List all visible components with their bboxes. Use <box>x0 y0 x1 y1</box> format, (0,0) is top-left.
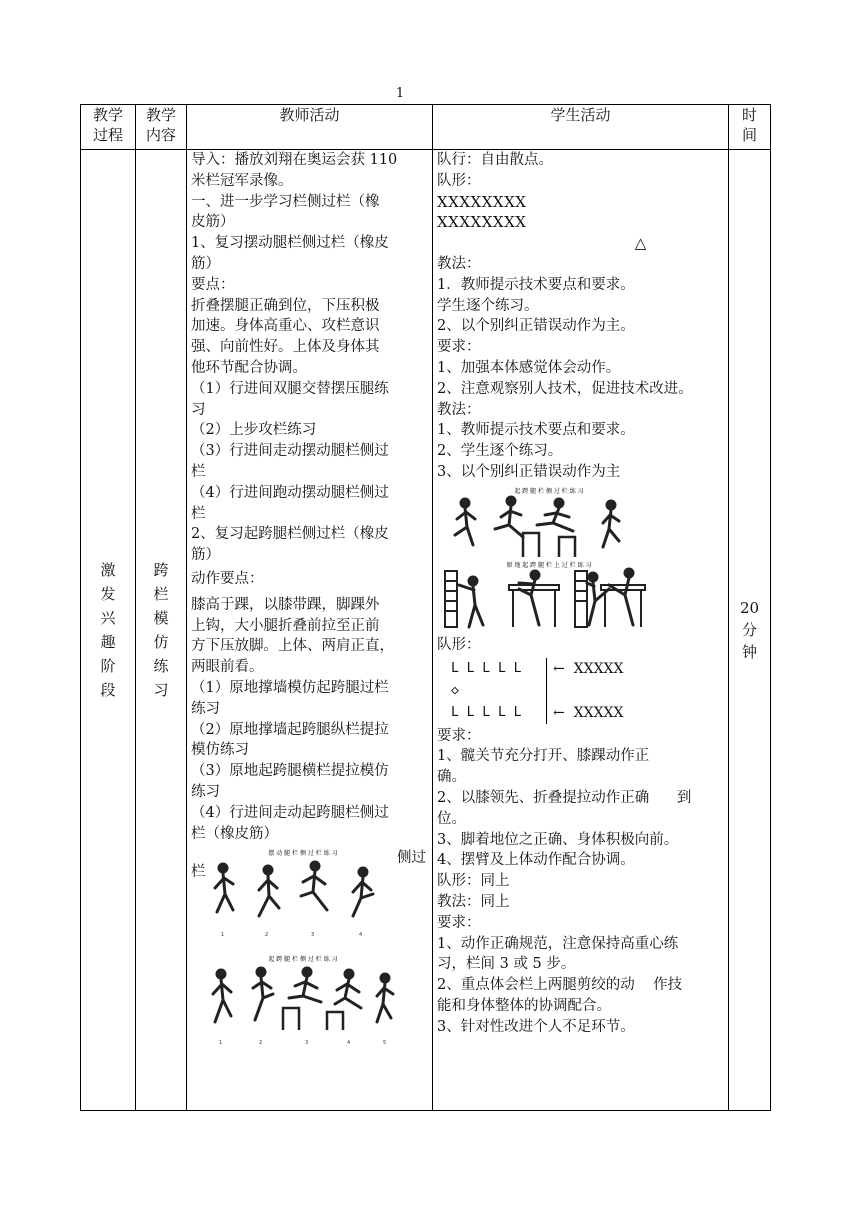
header-content <box>136 105 187 150</box>
lesson-plan-table <box>80 104 771 1111</box>
teacher-text-line: 练习 <box>191 783 220 800</box>
svg-text:2: 2 <box>265 932 269 939</box>
teacher-text-line: （4）行进间跑动摆动腿栏侧过 <box>191 484 389 501</box>
student-text-line: 能和身体整体的协调配合。 <box>437 997 611 1014</box>
teacher-text-line: 2、复习起跨腿栏侧过栏（橡皮 <box>191 526 389 543</box>
content-char: 栏 <box>153 585 169 603</box>
stage-char: 趣 <box>100 633 116 651</box>
teacher-text-line: （1）行进间双腿交替摆压腿练 <box>191 380 389 397</box>
content-char: 练 <box>153 657 169 675</box>
teacher-text-line: 皮筋） <box>191 214 235 231</box>
student-text-line: 要求： <box>437 339 481 356</box>
svg-text:3: 3 <box>311 932 315 939</box>
table-body-row <box>81 150 771 1111</box>
teacher-text-line: 筋） <box>191 255 220 272</box>
stage-char: 激 <box>100 561 116 579</box>
teacher-text-line: （2）原地撑墙起跨腿纵栏提拉 <box>191 721 389 738</box>
fig1-caption: 摆 动 腿 栏 侧 过 栏 练 习 <box>268 850 338 858</box>
teacher-position-triangle: △ <box>634 234 647 253</box>
stage-cell <box>81 150 136 1111</box>
teacher-text-line: 栏 <box>191 505 206 522</box>
student-text-line: 要求： <box>437 914 481 931</box>
formation-x-row: XXXXXXXX <box>437 192 527 211</box>
formation-arrows <box>553 658 623 724</box>
student-text-line: 1．教师提示技术要点和要求。 <box>437 276 635 293</box>
student-text-line: 2、学生逐个练习。 <box>437 443 563 460</box>
stage-char: 兴 <box>100 609 116 627</box>
formation-rows <box>437 658 546 724</box>
student-text-line: 2、以个别纠正错误动作为主。 <box>437 318 635 335</box>
teacher-text-line: 1、复习摆动腿栏侧过栏（橡皮 <box>191 235 389 252</box>
formation-arrow-2: ← XXXXX <box>553 704 624 721</box>
teacher-text-line: 他环节配合协调。 <box>191 359 307 376</box>
student-text-line: 要求： <box>437 727 481 744</box>
student-text-block-1 <box>437 150 724 192</box>
formation-diamond: ◇ <box>451 682 459 698</box>
formation-label: 队形： <box>437 636 481 653</box>
teacher-text-line: 栏 <box>191 463 206 480</box>
teacher-text-line: 导入：播放刘翔在奥运会获 110 <box>191 152 398 168</box>
teacher-text-line: 折叠摆腿正确到位，下压积极 <box>191 297 380 314</box>
content-char: 仿 <box>153 633 169 651</box>
svg-text:1: 1 <box>219 1040 223 1047</box>
svg-text:2: 2 <box>259 1040 263 1047</box>
student-text-line: 3、脚着地位之正确、身体积极向前。 <box>437 831 679 848</box>
header-process-line1: 教学 <box>92 106 123 124</box>
fig-top-caption: 起 跨 腿 栏 侧 过 栏 练 习 <box>514 487 584 495</box>
student-text-line: 确。 <box>437 769 466 786</box>
student-text-line: 3、以个别纠正错误动作为主 <box>437 463 621 480</box>
student-text-line: 队形：同上 <box>437 873 510 890</box>
header-time <box>729 105 771 150</box>
student-text-line: 2、以膝领先、折叠提拉动作正确 到 <box>437 789 692 806</box>
svg-text:5: 5 <box>383 1040 387 1047</box>
student-text-line: 教法： <box>437 255 481 272</box>
header-time-line2: 间 <box>741 126 757 144</box>
header-content-line2: 内容 <box>145 126 176 144</box>
page-number: 1 <box>395 86 405 101</box>
svg-text:3: 3 <box>305 1040 309 1047</box>
formation-diagram <box>437 658 724 724</box>
teacher-text-line: 练习 <box>191 700 220 717</box>
teacher-text-line: （3）原地起跨腿横栏提拉模仿 <box>191 763 389 780</box>
formation-row-1: L L L L L <box>451 660 522 676</box>
student-text-line: 学生逐个练习。 <box>437 297 539 314</box>
teacher-text-line: 加速。身体高重心、攻栏意识 <box>191 318 380 335</box>
student-text-line: 1、加强本体感觉体会动作。 <box>437 359 621 376</box>
teacher-text-line: （4）行进间走动起跨腿栏侧过 <box>191 804 389 821</box>
header-content-line1: 教学 <box>145 106 176 124</box>
svg-text:4: 4 <box>347 1040 351 1047</box>
teacher-text-line: 一、进一步学习栏侧过栏（橡 <box>191 193 380 210</box>
teacher-text-line: 上钩，大小腿折叠前拉至正前 <box>191 617 380 634</box>
student-text-line: 2、重点体会栏上两腿剪绞的动 作技 <box>437 977 683 994</box>
teacher-text-line: （3）行进间走动摆动腿栏侧过 <box>191 443 389 460</box>
content-char: 模 <box>153 609 169 627</box>
fig-bottom-caption: 原 地 起 跨 腿 栏 上 过 栏 练 习 <box>506 561 592 569</box>
teacher-text-line: 方下压放脚。上体、两肩正直， <box>191 638 394 655</box>
formation-row-2: L L L L L <box>451 704 522 720</box>
formation-arrow-spacer <box>553 680 623 702</box>
student-text-line: 1、教师提示技术要点和要求。 <box>437 422 635 439</box>
partial-text-left: 栏 <box>191 864 206 881</box>
teacher-text-line: 强、向前性好。上体及身体其 <box>191 339 380 356</box>
teacher-text-line: （1）原地撑墙模仿起跨腿过栏 <box>191 679 389 696</box>
time-unit-char: 分 <box>741 621 757 639</box>
student-text-line: 2、注意观察别人技术，促进技术改进。 <box>437 380 693 397</box>
teacher-text-line: 筋） <box>191 547 220 564</box>
student-text-line: 1、动作正确规范，注意保持高重心练 <box>437 935 679 952</box>
teacher-text-line: （2）上步攻栏练习 <box>191 422 317 439</box>
teacher-text-line: 模仿练习 <box>191 742 249 759</box>
student-text-line: 3、针对性改进个人不足环节。 <box>437 1018 635 1035</box>
swing-leg-drill-figure <box>203 846 403 946</box>
content-char: 跨 <box>153 561 169 579</box>
teacher-activity-cell <box>187 150 433 1111</box>
student-text-line: 教法：同上 <box>437 893 510 910</box>
student-text-block-3 <box>437 726 724 1038</box>
stage-char: 发 <box>100 585 116 603</box>
time-cell <box>729 150 771 1111</box>
take-off-leg-drill-figure <box>203 952 403 1052</box>
svg-text:1: 1 <box>221 932 225 939</box>
svg-text:4: 4 <box>359 932 363 939</box>
student-text-line: 1、髋关节充分打开、膝踝动作正 <box>437 748 650 765</box>
student-text-line: 习，栏间 3 或 5 步。 <box>437 956 576 973</box>
header-time-line1: 时 <box>741 106 757 124</box>
formation-x-row: XXXXXXXX <box>437 213 527 232</box>
student-text-line: 教法： <box>437 401 481 418</box>
time-unit-char: 钟 <box>741 643 757 661</box>
table-header-row <box>81 105 771 150</box>
fig2-caption: 起 跨 腿 栏 侧 过 栏 练 习 <box>268 956 338 964</box>
teacher-text-block-1 <box>191 150 428 566</box>
header-process-line2: 过程 <box>92 126 123 144</box>
student-text-block-2 <box>437 254 724 483</box>
teacher-text-block-2 <box>191 569 428 590</box>
student-text-line: 4、摆臂及上体动作配合协调。 <box>437 852 635 869</box>
content-cell <box>136 150 187 1111</box>
formation-divider-line <box>546 658 547 724</box>
teacher-text-line: 栏（橡皮筋） <box>191 825 278 842</box>
teacher-text-line: 动作要点： <box>191 570 264 587</box>
student-text-line: 队行：自由散点。 <box>437 152 553 168</box>
teacher-text-block-3 <box>191 595 428 845</box>
student-text-line: 队形： <box>437 172 481 189</box>
teacher-text-line: 两眼前看。 <box>191 659 264 676</box>
header-teacher: 教师活动 <box>187 105 433 150</box>
teacher-text-line: 膝高于踝，以膝带踝，脚踝外 <box>191 596 380 613</box>
teacher-text-line: 米栏冠军录像。 <box>191 172 293 189</box>
stage-char: 阶 <box>100 657 116 675</box>
header-student: 学生活动 <box>433 105 729 150</box>
stage-char: 段 <box>100 681 116 699</box>
time-value: 20 <box>739 599 760 617</box>
formation-arrow-1: ← XXXXX <box>553 660 624 677</box>
student-text-line: 位。 <box>437 810 466 827</box>
hurdle-drill-figure <box>439 485 649 635</box>
student-activity-cell <box>433 150 729 1111</box>
content-char: 习 <box>153 681 169 699</box>
teacher-figure-area <box>191 846 428 1052</box>
header-process <box>81 105 136 150</box>
teacher-text-line: 习 <box>191 401 206 418</box>
partial-text-right: 侧过 <box>397 850 426 867</box>
teacher-text-line: 要点： <box>191 276 235 293</box>
